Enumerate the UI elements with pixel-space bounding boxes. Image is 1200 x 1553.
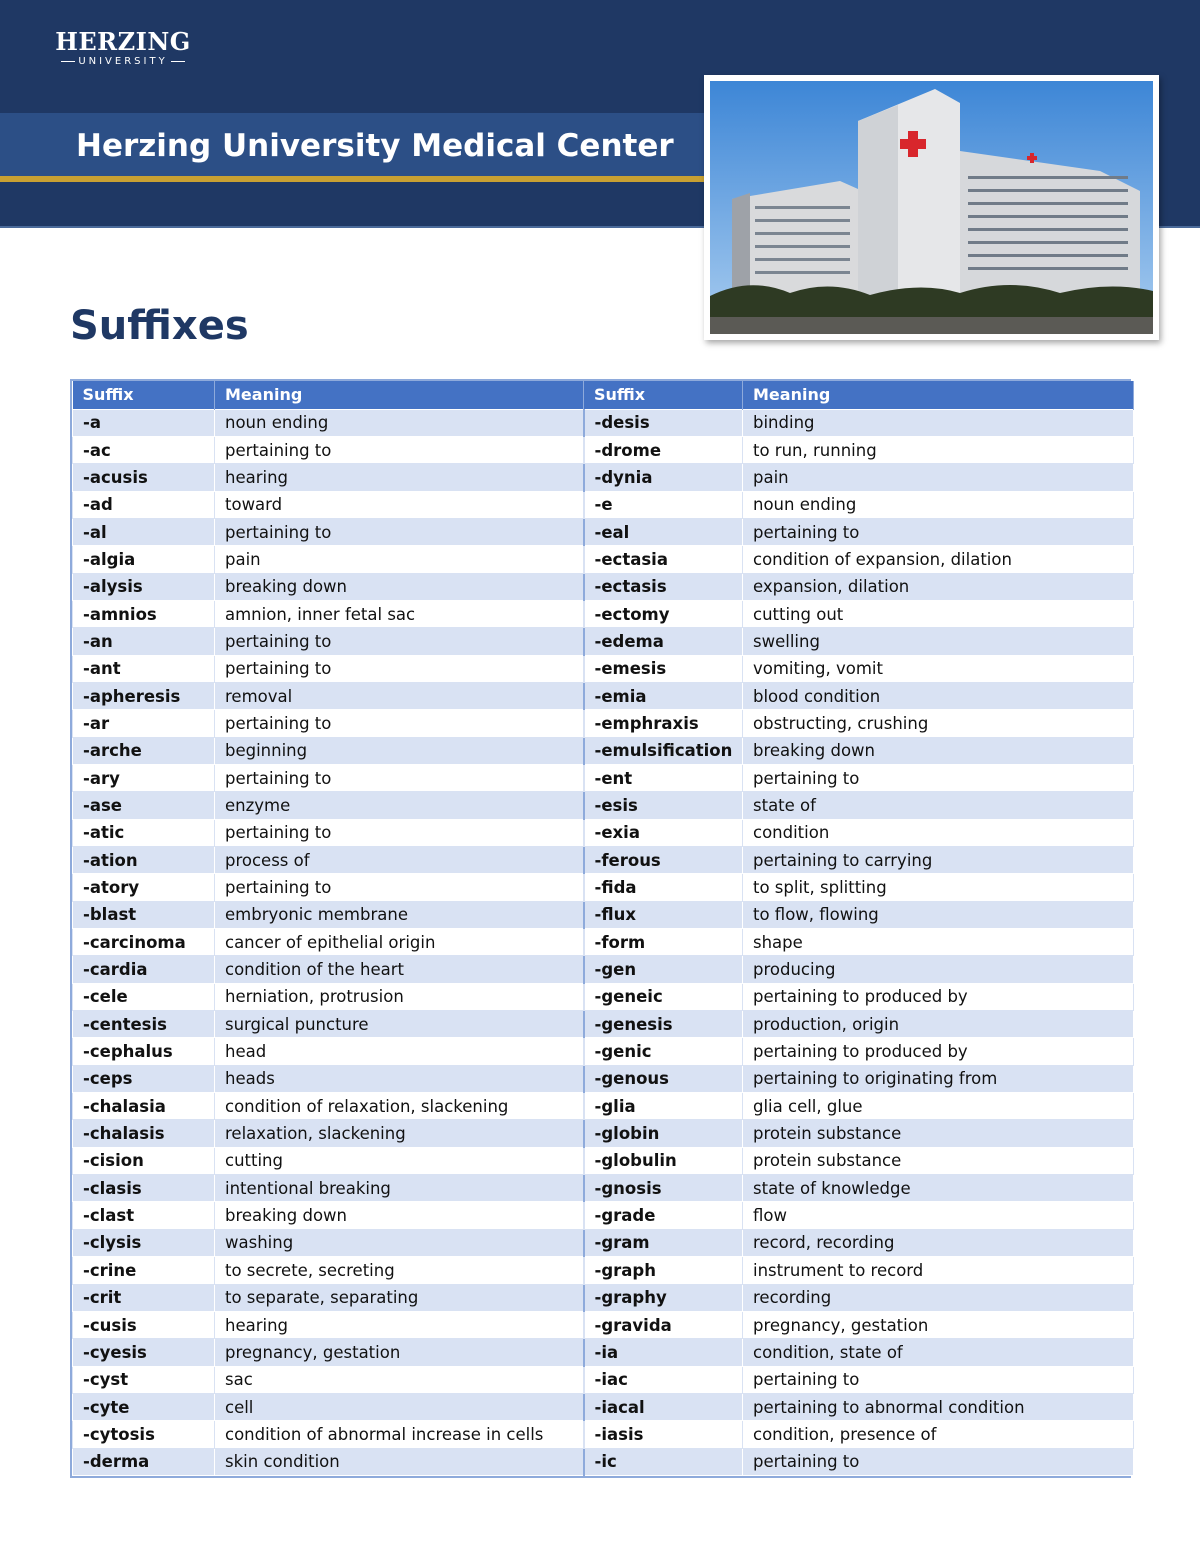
- banner-title: Herzing University Medical Center: [76, 128, 674, 164]
- table-row: [73, 1202, 1134, 1229]
- suffix-left-cell: -ad: [73, 491, 215, 518]
- logo-sub-label: UNIVERSITY: [78, 56, 168, 67]
- suffix-right-cell: -esis: [584, 792, 743, 819]
- suffix-left-cell: -ceps: [73, 1065, 215, 1092]
- table-row: [73, 929, 1134, 956]
- header-meaning-right: Meaning: [743, 381, 1134, 409]
- suffix-right-cell: -drome: [584, 436, 743, 463]
- suffix-left-cell: -cusis: [73, 1311, 215, 1338]
- meaning-left-cell: pain: [215, 546, 584, 573]
- suffix-left-cell: -a: [73, 409, 215, 436]
- meaning-left-cell: embryonic membrane: [215, 901, 584, 928]
- suffix-right-cell: -ent: [584, 764, 743, 791]
- table-row: [73, 1393, 1134, 1420]
- suffix-left-cell: -atory: [73, 874, 215, 901]
- suffix-left-cell: -clasis: [73, 1175, 215, 1202]
- meaning-left-cell: pertaining to: [215, 874, 584, 901]
- meaning-left-cell: process of: [215, 847, 584, 874]
- suffix-right-cell: -emphraxis: [584, 710, 743, 737]
- table-row: [73, 1229, 1134, 1256]
- herzing-logo: [48, 28, 198, 72]
- meaning-left-cell: pertaining to: [215, 518, 584, 545]
- meaning-right-cell: vomiting, vomit: [743, 655, 1134, 682]
- meaning-left-cell: condition of relaxation, slackening: [215, 1093, 584, 1120]
- suffix-left-cell: -al: [73, 518, 215, 545]
- suffix-left-cell: -derma: [73, 1448, 215, 1475]
- meaning-right-cell: noun ending: [743, 491, 1134, 518]
- meaning-right-cell: pertaining to carrying: [743, 847, 1134, 874]
- hospital-building-image: [710, 81, 1153, 334]
- meaning-right-cell: to split, splitting: [743, 874, 1134, 901]
- meaning-right-cell: condition of expansion, dilation: [743, 546, 1134, 573]
- hospital-photo: [704, 75, 1159, 340]
- suffix-left-cell: -cephalus: [73, 1038, 215, 1065]
- table-row: [73, 1147, 1134, 1174]
- suffix-right-cell: -emulsification: [584, 737, 743, 764]
- meaning-right-cell: pertaining to: [743, 1448, 1134, 1475]
- suffix-left-cell: -clysis: [73, 1229, 215, 1256]
- meaning-left-cell: condition of the heart: [215, 956, 584, 983]
- suffix-left-cell: -ation: [73, 847, 215, 874]
- meaning-right-cell: instrument to record: [743, 1257, 1134, 1284]
- suffix-right-cell: -eal: [584, 518, 743, 545]
- suffix-right-cell: -fida: [584, 874, 743, 901]
- suffix-right-cell: -form: [584, 929, 743, 956]
- table-row: [73, 983, 1134, 1010]
- meaning-left-cell: condition of abnormal increase in cells: [215, 1421, 584, 1448]
- suffix-left-cell: -cele: [73, 983, 215, 1010]
- meaning-right-cell: flow: [743, 1202, 1134, 1229]
- table-row: [73, 1175, 1134, 1202]
- meaning-right-cell: pertaining to produced by: [743, 1038, 1134, 1065]
- suffix-right-cell: -ectomy: [584, 600, 743, 627]
- table-row: [73, 409, 1134, 436]
- suffix-right-cell: -gravida: [584, 1311, 743, 1338]
- meaning-right-cell: state of: [743, 792, 1134, 819]
- suffix-left-cell: -crit: [73, 1284, 215, 1311]
- meaning-right-cell: condition, presence of: [743, 1421, 1134, 1448]
- logo-sub-text: [48, 56, 198, 68]
- header-suffix-right: Suffix: [584, 381, 743, 409]
- suffix-right-cell: -iac: [584, 1366, 743, 1393]
- suffix-left-cell: -ary: [73, 764, 215, 791]
- table-row: [73, 710, 1134, 737]
- meaning-right-cell: producing: [743, 956, 1134, 983]
- table-row: [73, 1366, 1134, 1393]
- suffix-right-cell: -ectasis: [584, 573, 743, 600]
- meaning-right-cell: obstructing, crushing: [743, 710, 1134, 737]
- table-row: [73, 847, 1134, 874]
- table-row: [73, 737, 1134, 764]
- suffix-left-cell: -arche: [73, 737, 215, 764]
- table-row: [73, 628, 1134, 655]
- table-row: [73, 464, 1134, 491]
- suffix-right-cell: -globin: [584, 1120, 743, 1147]
- meaning-left-cell: sac: [215, 1366, 584, 1393]
- suffix-right-cell: -genic: [584, 1038, 743, 1065]
- suffix-left-cell: -apheresis: [73, 682, 215, 709]
- meaning-left-cell: breaking down: [215, 573, 584, 600]
- meaning-left-cell: cancer of epithelial origin: [215, 929, 584, 956]
- suffix-right-cell: -graphy: [584, 1284, 743, 1311]
- table-row: [73, 1038, 1134, 1065]
- suffix-right-cell: -emesis: [584, 655, 743, 682]
- table-row: [73, 1093, 1134, 1120]
- table-row: [73, 436, 1134, 463]
- table-row: [73, 491, 1134, 518]
- table-row: [73, 1065, 1134, 1092]
- suffix-left-cell: -cardia: [73, 956, 215, 983]
- suffix-left-cell: -cision: [73, 1147, 215, 1174]
- suffix-left-cell: -ant: [73, 655, 215, 682]
- meaning-left-cell: heads: [215, 1065, 584, 1092]
- suffix-right-cell: -genesis: [584, 1011, 743, 1038]
- suffix-left-cell: -alysis: [73, 573, 215, 600]
- meaning-right-cell: shape: [743, 929, 1134, 956]
- suffix-right-cell: -e: [584, 491, 743, 518]
- suffix-right-cell: -ectasia: [584, 546, 743, 573]
- table-row: [73, 1448, 1134, 1475]
- meaning-left-cell: pertaining to: [215, 819, 584, 846]
- suffix-left-cell: -ase: [73, 792, 215, 819]
- meaning-left-cell: surgical puncture: [215, 1011, 584, 1038]
- suffix-right-cell: -gnosis: [584, 1175, 743, 1202]
- meaning-right-cell: pertaining to abnormal condition: [743, 1393, 1134, 1420]
- table-row: [73, 518, 1134, 545]
- table-row: [73, 1421, 1134, 1448]
- suffix-right-cell: -grade: [584, 1202, 743, 1229]
- meaning-left-cell: pertaining to: [215, 710, 584, 737]
- suffix-left-cell: -atic: [73, 819, 215, 846]
- meaning-right-cell: recording: [743, 1284, 1134, 1311]
- suffix-left-cell: -chalasis: [73, 1120, 215, 1147]
- meaning-left-cell: cell: [215, 1393, 584, 1420]
- meaning-right-cell: pertaining to produced by: [743, 983, 1134, 1010]
- meaning-right-cell: protein substance: [743, 1147, 1134, 1174]
- meaning-right-cell: blood condition: [743, 682, 1134, 709]
- meaning-left-cell: cutting: [215, 1147, 584, 1174]
- table-row: [73, 600, 1134, 627]
- meaning-left-cell: pertaining to: [215, 628, 584, 655]
- suffix-right-cell: -ferous: [584, 847, 743, 874]
- table-row: [73, 901, 1134, 928]
- meaning-right-cell: pertaining to: [743, 1366, 1134, 1393]
- meaning-right-cell: to run, running: [743, 436, 1134, 463]
- suffix-right-cell: -gen: [584, 956, 743, 983]
- suffix-left-cell: -amnios: [73, 600, 215, 627]
- meaning-right-cell: pain: [743, 464, 1134, 491]
- table-header-row: [73, 381, 1134, 409]
- suffix-left-cell: -cyte: [73, 1393, 215, 1420]
- meaning-right-cell: swelling: [743, 628, 1134, 655]
- meaning-right-cell: state of knowledge: [743, 1175, 1134, 1202]
- meaning-left-cell: hearing: [215, 464, 584, 491]
- meaning-left-cell: amnion, inner fetal sac: [215, 600, 584, 627]
- meaning-right-cell: expansion, dilation: [743, 573, 1134, 600]
- meaning-left-cell: pertaining to: [215, 436, 584, 463]
- suffix-right-cell: -geneic: [584, 983, 743, 1010]
- meaning-left-cell: hearing: [215, 1311, 584, 1338]
- page-title: Suffixes: [70, 303, 249, 349]
- suffix-right-cell: -flux: [584, 901, 743, 928]
- meaning-left-cell: washing: [215, 1229, 584, 1256]
- gold-stripe: [0, 176, 705, 182]
- meaning-right-cell: binding: [743, 409, 1134, 436]
- meaning-right-cell: production, origin: [743, 1011, 1134, 1038]
- table-body: [73, 409, 1134, 1475]
- meaning-left-cell: removal: [215, 682, 584, 709]
- meaning-left-cell: pertaining to: [215, 764, 584, 791]
- meaning-left-cell: enzyme: [215, 792, 584, 819]
- table-row: [73, 1339, 1134, 1366]
- table-row: [73, 792, 1134, 819]
- suffix-left-cell: -ar: [73, 710, 215, 737]
- logo-main-text: HERZING: [55, 27, 191, 56]
- meaning-right-cell: pertaining to originating from: [743, 1065, 1134, 1092]
- meaning-right-cell: pertaining to: [743, 518, 1134, 545]
- meaning-right-cell: condition, state of: [743, 1339, 1134, 1366]
- suffix-right-cell: -iacal: [584, 1393, 743, 1420]
- table-row: [73, 1257, 1134, 1284]
- suffix-right-cell: -exia: [584, 819, 743, 846]
- suffix-left-cell: -carcinoma: [73, 929, 215, 956]
- suffix-right-cell: -emia: [584, 682, 743, 709]
- meaning-right-cell: cutting out: [743, 600, 1134, 627]
- suffix-right-cell: -gram: [584, 1229, 743, 1256]
- table-row: [73, 1311, 1134, 1338]
- meaning-right-cell: pertaining to: [743, 764, 1134, 791]
- suffix-right-cell: -desis: [584, 409, 743, 436]
- meaning-right-cell: glia cell, glue: [743, 1093, 1134, 1120]
- meaning-left-cell: to separate, separating: [215, 1284, 584, 1311]
- table-row: [73, 764, 1134, 791]
- meaning-left-cell: beginning: [215, 737, 584, 764]
- meaning-right-cell: record, recording: [743, 1229, 1134, 1256]
- meaning-left-cell: toward: [215, 491, 584, 518]
- suffix-left-cell: -acusis: [73, 464, 215, 491]
- suffix-right-cell: -genous: [584, 1065, 743, 1092]
- suffix-left-cell: -cytosis: [73, 1421, 215, 1448]
- suffix-left-cell: -centesis: [73, 1011, 215, 1038]
- table-row: [73, 546, 1134, 573]
- table-row: [73, 682, 1134, 709]
- meaning-left-cell: head: [215, 1038, 584, 1065]
- meaning-left-cell: relaxation, slackening: [215, 1120, 584, 1147]
- suffix-right-cell: -edema: [584, 628, 743, 655]
- table-row: [73, 1011, 1134, 1038]
- table-row: [73, 819, 1134, 846]
- suffix-left-cell: -cyst: [73, 1366, 215, 1393]
- suffix-left-cell: -chalasia: [73, 1093, 215, 1120]
- meaning-left-cell: breaking down: [215, 1202, 584, 1229]
- table-row: [73, 874, 1134, 901]
- table-row: [73, 1120, 1134, 1147]
- suffix-right-cell: -graph: [584, 1257, 743, 1284]
- header-meaning-left: Meaning: [215, 381, 584, 409]
- suffix-right-cell: -iasis: [584, 1421, 743, 1448]
- meaning-left-cell: to secrete, secreting: [215, 1257, 584, 1284]
- suffix-left-cell: -crine: [73, 1257, 215, 1284]
- suffix-left-cell: -blast: [73, 901, 215, 928]
- meaning-left-cell: intentional breaking: [215, 1175, 584, 1202]
- meaning-left-cell: pregnancy, gestation: [215, 1339, 584, 1366]
- table-row: [73, 956, 1134, 983]
- meaning-right-cell: condition: [743, 819, 1134, 846]
- suffix-left-cell: -an: [73, 628, 215, 655]
- meaning-left-cell: herniation, protrusion: [215, 983, 584, 1010]
- meaning-left-cell: skin condition: [215, 1448, 584, 1475]
- meaning-right-cell: pregnancy, gestation: [743, 1311, 1134, 1338]
- table-row: [73, 1284, 1134, 1311]
- suffix-right-cell: -dynia: [584, 464, 743, 491]
- meaning-right-cell: to flow, flowing: [743, 901, 1134, 928]
- suffix-right-cell: -ic: [584, 1448, 743, 1475]
- suffix-left-cell: -ac: [73, 436, 215, 463]
- suffix-left-cell: -cyesis: [73, 1339, 215, 1366]
- suffix-right-cell: -globulin: [584, 1147, 743, 1174]
- suffix-left-cell: -algia: [73, 546, 215, 573]
- suffix-left-cell: -clast: [73, 1202, 215, 1229]
- meaning-left-cell: pertaining to: [215, 655, 584, 682]
- meaning-right-cell: protein substance: [743, 1120, 1134, 1147]
- table-row: [73, 573, 1134, 600]
- meaning-left-cell: noun ending: [215, 409, 584, 436]
- suffix-table: [70, 379, 1131, 1478]
- suffix-right-cell: -glia: [584, 1093, 743, 1120]
- suffix-right-cell: -ia: [584, 1339, 743, 1366]
- header-suffix-left: Suffix: [73, 381, 215, 409]
- meaning-right-cell: breaking down: [743, 737, 1134, 764]
- table-row: [73, 655, 1134, 682]
